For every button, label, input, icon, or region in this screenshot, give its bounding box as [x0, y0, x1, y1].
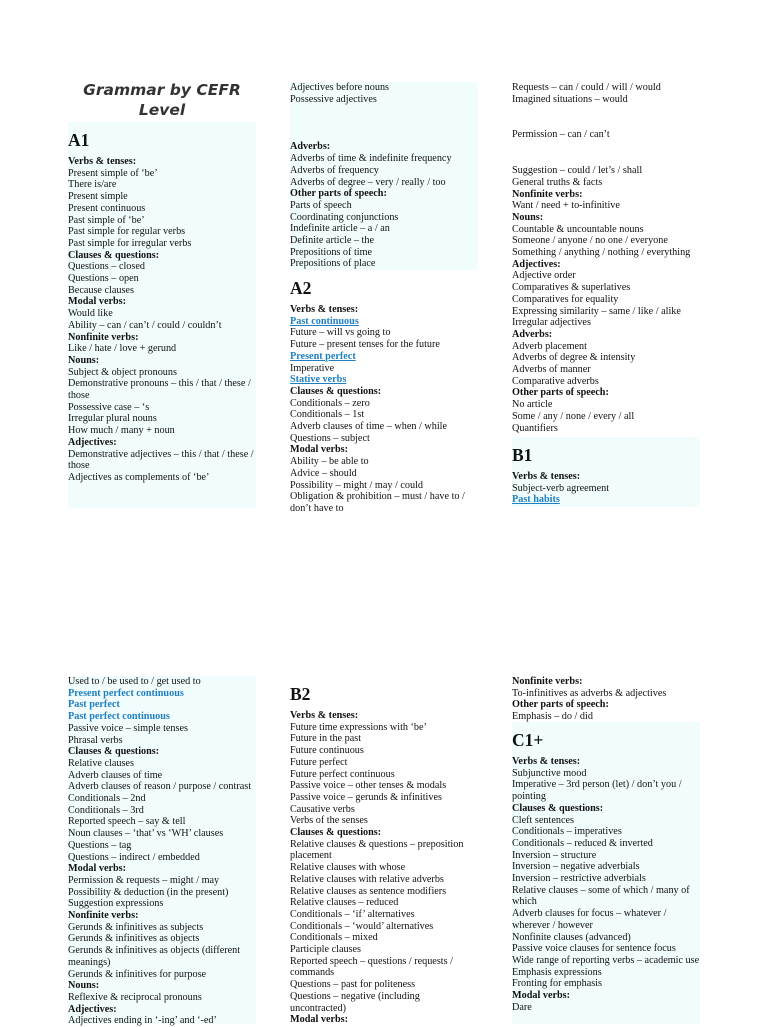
grammar-topic: Future time expressions with ‘be’	[290, 721, 427, 733]
grammar-topic: Relative clauses with relative adverbs	[290, 873, 444, 885]
grammar-topic: Inversion – negative adverbials	[512, 861, 640, 873]
grammar-topic: Past simple for regular verbs	[68, 226, 186, 238]
grammar-topic: Gerunds & infinitives as objects (different meanings)	[68, 945, 241, 968]
grammar-topic: Conditionals – 1st	[290, 409, 365, 421]
grammar-topic: Conditionals – ‘would’ alternatives	[290, 920, 434, 932]
grammar-topic: Want / need + to-infinitive	[512, 200, 620, 212]
grammar-topic: Adjectives ending in ‘-ing’ and ‘-ed’	[68, 1015, 217, 1027]
grammar-topic: Parts of speech	[290, 199, 352, 211]
grammar-topic: Adverb placement	[512, 340, 587, 352]
grammar-topic: Questions – closed	[68, 261, 145, 273]
a1-a2-column-box	[290, 82, 478, 270]
category-heading: Clauses & questions:	[512, 802, 604, 814]
category-heading: Adjectives:	[68, 1003, 117, 1015]
grammar-topic: Obligation & prohibition – must / have to / don’t have to	[290, 491, 465, 514]
grammar-topic-highlight: Present perfect continuous	[68, 687, 184, 699]
grammar-topic: Questions – open	[68, 273, 139, 285]
grammar-topic: Prepositions of time	[290, 246, 373, 258]
grammar-topic: Expressing similarity – same / like / alike	[512, 305, 681, 317]
grammar-topic: Relative clauses	[68, 757, 134, 769]
grammar-topic: Coordinating conjunctions	[290, 211, 399, 223]
spacer	[290, 105, 478, 117]
grammar-topic: Phrasal verbs	[68, 734, 123, 746]
category-heading: Nouns:	[68, 354, 100, 366]
grammar-topic: Wide range of reporting verbs – academic use	[512, 954, 700, 966]
grammar-topic: Adverb clauses for focus – whatever / wherever / however	[512, 908, 667, 931]
a1-column	[68, 122, 256, 508]
grammar-topic: Subject-verb agreement	[512, 482, 610, 494]
grammar-topic: Noun clauses – ‘that’ vs ‘WH’ clauses	[68, 828, 224, 840]
grammar-topic: Passive voice clauses for sentence focus	[512, 943, 676, 955]
grammar-topic: Irregular plural nouns	[68, 413, 157, 425]
grammar-topic: Permission & requests – might / may	[68, 874, 220, 886]
grammar-topic: Countable & uncountable nouns	[512, 223, 644, 235]
spacer	[290, 117, 478, 129]
level-heading: C1+	[512, 730, 544, 750]
grammar-topic: Adverb clauses of time	[68, 769, 163, 781]
grammar-topic: Adverbs of degree – very / really / too	[290, 176, 446, 188]
grammar-topic: Reflexive & reciprocal pronouns	[68, 991, 202, 1003]
grammar-topic: Conditionals – 2nd	[68, 793, 146, 805]
grammar-topic: Causative verbs	[290, 803, 355, 815]
grammar-topic: Future – present tenses for the future	[290, 339, 440, 351]
grammar-topic: Emphasis expressions	[512, 966, 602, 978]
category-heading: Nouns:	[68, 980, 100, 992]
category-heading: Clauses & questions:	[290, 385, 382, 397]
grammar-topic: Suggestion – could / let’s / shall	[512, 165, 643, 177]
grammar-topic: Adverbs of time & indefinite frequency	[290, 153, 452, 165]
grammar-topic: Present simple of ‘be’	[68, 167, 158, 179]
grammar-topic: Inversion – restrictive adverbials	[512, 873, 646, 885]
grammar-topic: Reported speech – questions / requests / commands	[290, 955, 453, 979]
category-heading: Adjectives:	[68, 436, 117, 448]
grammar-topic: Prepositions of place	[290, 258, 376, 270]
category-heading: Nonfinite verbs:	[68, 331, 139, 343]
grammar-topic: Fronting for emphasis	[512, 978, 602, 990]
category-heading: Verbs & tenses:	[290, 710, 359, 721]
grammar-topic: There is/are	[68, 179, 117, 191]
grammar-topic: Future perfect continuous	[290, 768, 395, 780]
category-heading: Modal verbs:	[68, 863, 127, 875]
category-heading: Other parts of speech:	[290, 188, 387, 200]
grammar-topic: Past simple for irregular verbs	[68, 237, 192, 249]
grammar-topic: Comparatives & superlatives	[512, 282, 631, 294]
grammar-topic: Conditionals – reduced & inverted	[512, 837, 653, 849]
category-heading: Modal verbs:	[512, 990, 571, 1002]
a2-continued-column	[512, 82, 700, 434]
spacer	[512, 105, 700, 117]
grammar-topic: Adjectives as complements of ‘be’	[68, 471, 210, 483]
grammar-topic: Some / any / none / every / all	[512, 410, 635, 422]
grammar-topic: Reported speech – say & tell	[68, 816, 186, 828]
grammar-topic: Cleft sentences	[512, 814, 574, 826]
grammar-topic: Advice – should	[290, 467, 357, 479]
category-heading: Verbs & tenses:	[290, 304, 359, 315]
grammar-topic-link[interactable]: Stative verbs	[290, 374, 347, 386]
grammar-topic: Future – will vs going to	[290, 327, 391, 339]
grammar-topic: How much / many + noun	[68, 425, 175, 437]
grammar-topic: Relative clauses – some of which / many of which	[512, 884, 690, 908]
grammar-topic: Participle clauses	[290, 944, 362, 956]
grammar-topic: Adverb clauses of reason / purpose / contrast	[68, 781, 252, 793]
category-heading: Nonfinite verbs:	[68, 910, 139, 922]
category-heading: Nouns:	[512, 211, 544, 223]
level-heading: A1	[68, 130, 90, 150]
page-title: Grammar by CEFR Level	[83, 81, 241, 119]
a2-column	[290, 270, 478, 515]
grammar-topic-link[interactable]: Past habits	[512, 494, 560, 506]
grammar-topic: Used to / be used to / get used to	[68, 676, 201, 687]
grammar-topic: Present simple	[68, 191, 128, 203]
grammar-topic: Subject & object pronouns	[68, 366, 177, 378]
grammar-topic: Imperative	[290, 362, 335, 374]
category-heading: Nonfinite verbs:	[512, 188, 583, 200]
grammar-topic: Gerunds & infinitives as objects	[68, 933, 200, 945]
grammar-topic: Past simple of ‘be’	[68, 214, 145, 226]
grammar-topic: Requests – can / could / will / would	[512, 82, 661, 93]
b2-continued-column	[512, 676, 700, 723]
grammar-topic: Emphasis – do / did	[512, 711, 593, 723]
b1-column-box	[512, 437, 700, 507]
category-heading: Verbs & tenses:	[68, 156, 137, 167]
grammar-topic: Someone / anyone / no one / everyone	[512, 235, 668, 247]
grammar-topic: To-infinitives as adverbs & adjectives	[512, 687, 667, 699]
grammar-topic: Passive voice – simple tenses	[68, 722, 188, 734]
spacer	[512, 153, 700, 165]
grammar-topic: Permission – can / can’t	[512, 129, 610, 141]
grammar-topic: Imperative – 3rd person (let) / don’t you / pointing	[512, 779, 682, 803]
grammar-topic: Would like	[68, 308, 113, 320]
grammar-topic: Adjective order	[512, 270, 576, 282]
grammar-topic: Relative clauses & questions – preposition placement	[290, 838, 464, 862]
grammar-topic: Conditionals – zero	[290, 397, 370, 409]
grammar-topic: Like / hate / love + gerund	[68, 343, 177, 355]
category-heading: Other parts of speech:	[512, 699, 609, 711]
grammar-topic: Dare	[512, 1001, 532, 1013]
spacer	[512, 141, 700, 153]
category-heading: Verbs & tenses:	[512, 471, 581, 482]
grammar-topic: Conditionals – imperatives	[512, 826, 622, 838]
spacer	[512, 117, 700, 129]
grammar-topic: Relative clauses as sentence modifiers	[290, 885, 447, 897]
grammar-topic: Possibility – might / may / could	[290, 479, 424, 491]
grammar-topic: Inversion – structure	[512, 849, 597, 861]
grammar-topic: Definite article – the	[290, 235, 375, 247]
grammar-topic: Conditionals – mixed	[290, 932, 378, 944]
grammar-topic: Possessive adjectives	[290, 93, 377, 105]
grammar-topic: Adverbs of degree & intensity	[512, 352, 636, 364]
grammar-topic: Future continuous	[290, 745, 364, 757]
grammar-topic: No article	[512, 399, 553, 411]
c1-column-box	[512, 722, 700, 1024]
grammar-topic: Gerunds & infinitives for purpose	[68, 968, 207, 980]
level-heading: B1	[512, 445, 533, 465]
grammar-topic: Because clauses	[68, 284, 134, 296]
grammar-topic: Irregular adjectives	[512, 317, 591, 329]
level-heading: A2	[290, 278, 312, 298]
grammar-topic: Adverbs of frequency	[290, 164, 379, 176]
category-heading: Modal verbs:	[68, 296, 127, 308]
b2-column	[290, 676, 478, 1026]
grammar-topic: Suggestion expressions	[68, 898, 164, 910]
grammar-topic: Present continuous	[68, 202, 146, 214]
category-heading: Verbs & tenses:	[512, 756, 581, 767]
grammar-topic-link[interactable]: Past continuous	[290, 315, 359, 327]
grammar-topic: Possessive case – ‘s	[68, 401, 150, 413]
grammar-topic: Conditionals – ‘if’ alternatives	[290, 908, 415, 920]
grammar-topic: Questions – tag	[68, 839, 132, 851]
grammar-topic: Quantifiers	[512, 422, 558, 434]
category-heading: Nonfinite verbs:	[512, 676, 583, 687]
grammar-topic: Nonfinite clauses (advanced)	[512, 931, 631, 943]
grammar-topic: Passive voice – other tenses & modals	[290, 780, 447, 792]
grammar-topic: Future perfect	[290, 756, 348, 768]
grammar-topic: Something / anything / nothing / everything	[512, 247, 691, 259]
spacer	[290, 129, 478, 141]
category-heading: Clauses & questions:	[68, 249, 160, 261]
grammar-topic: Questions – indirect / embedded	[68, 851, 200, 863]
grammar-topic: Passive voice – gerunds & infinitives	[290, 791, 442, 803]
grammar-topic: Possibility & deduction (in the present)	[68, 886, 229, 898]
category-heading: Adjectives:	[512, 258, 561, 270]
grammar-topic-highlight: Past perfect continuous	[68, 711, 170, 723]
b1-continued-column	[68, 676, 256, 1027]
grammar-topic: General truths & facts	[512, 176, 603, 188]
category-heading: Adverbs:	[290, 141, 331, 153]
grammar-topic: Questions – negative (including uncontracted)	[290, 990, 420, 1014]
grammar-topic: Adverbs of manner	[512, 364, 591, 376]
grammar-topic: Indefinite article – a / an	[290, 223, 390, 235]
grammar-topic: Adjectives before nouns	[290, 82, 390, 93]
grammar-topic: Adverb clauses of time – when / while	[290, 421, 448, 433]
category-heading: Clauses & questions:	[290, 827, 382, 839]
grammar-topic-link[interactable]: Present perfect	[290, 350, 356, 362]
category-heading: Clauses & questions:	[68, 746, 160, 758]
grammar-topic-highlight: Past perfect	[68, 699, 120, 711]
grammar-topic: Demonstrative adjectives – this / that / these / those	[68, 448, 254, 472]
grammar-topic: Ability – be able to	[290, 456, 369, 468]
grammar-topic: Relative clauses with whose	[290, 862, 406, 874]
category-heading: Adverbs:	[512, 328, 553, 340]
grammar-topic: Subjunctive mood	[512, 767, 587, 779]
grammar-topic: Gerunds & infinitives as subjects	[68, 921, 204, 933]
grammar-topic: Comparatives for equality	[512, 293, 619, 305]
level-heading: B2	[290, 684, 311, 704]
grammar-topic: Questions – subject	[290, 432, 370, 444]
category-heading: Other parts of speech:	[512, 387, 609, 399]
grammar-topic: Relative clauses – reduced	[290, 897, 399, 909]
category-heading: Modal verbs:	[290, 1014, 349, 1026]
grammar-topic: Verbs of the senses	[290, 815, 368, 827]
grammar-topic: Questions – past for politeness	[290, 979, 416, 991]
grammar-topic: Ability – can / can’t / could / couldn’t	[68, 319, 222, 331]
category-heading: Modal verbs:	[290, 444, 349, 456]
grammar-topic: Imagined situations – would	[512, 93, 628, 105]
grammar-topic: Comparative adverbs	[512, 375, 599, 387]
grammar-topic: Demonstrative pronouns – this / that / these / those	[68, 378, 251, 402]
grammar-topic: Conditionals – 3rd	[68, 804, 144, 816]
grammar-topic: Future in the past	[290, 733, 362, 745]
